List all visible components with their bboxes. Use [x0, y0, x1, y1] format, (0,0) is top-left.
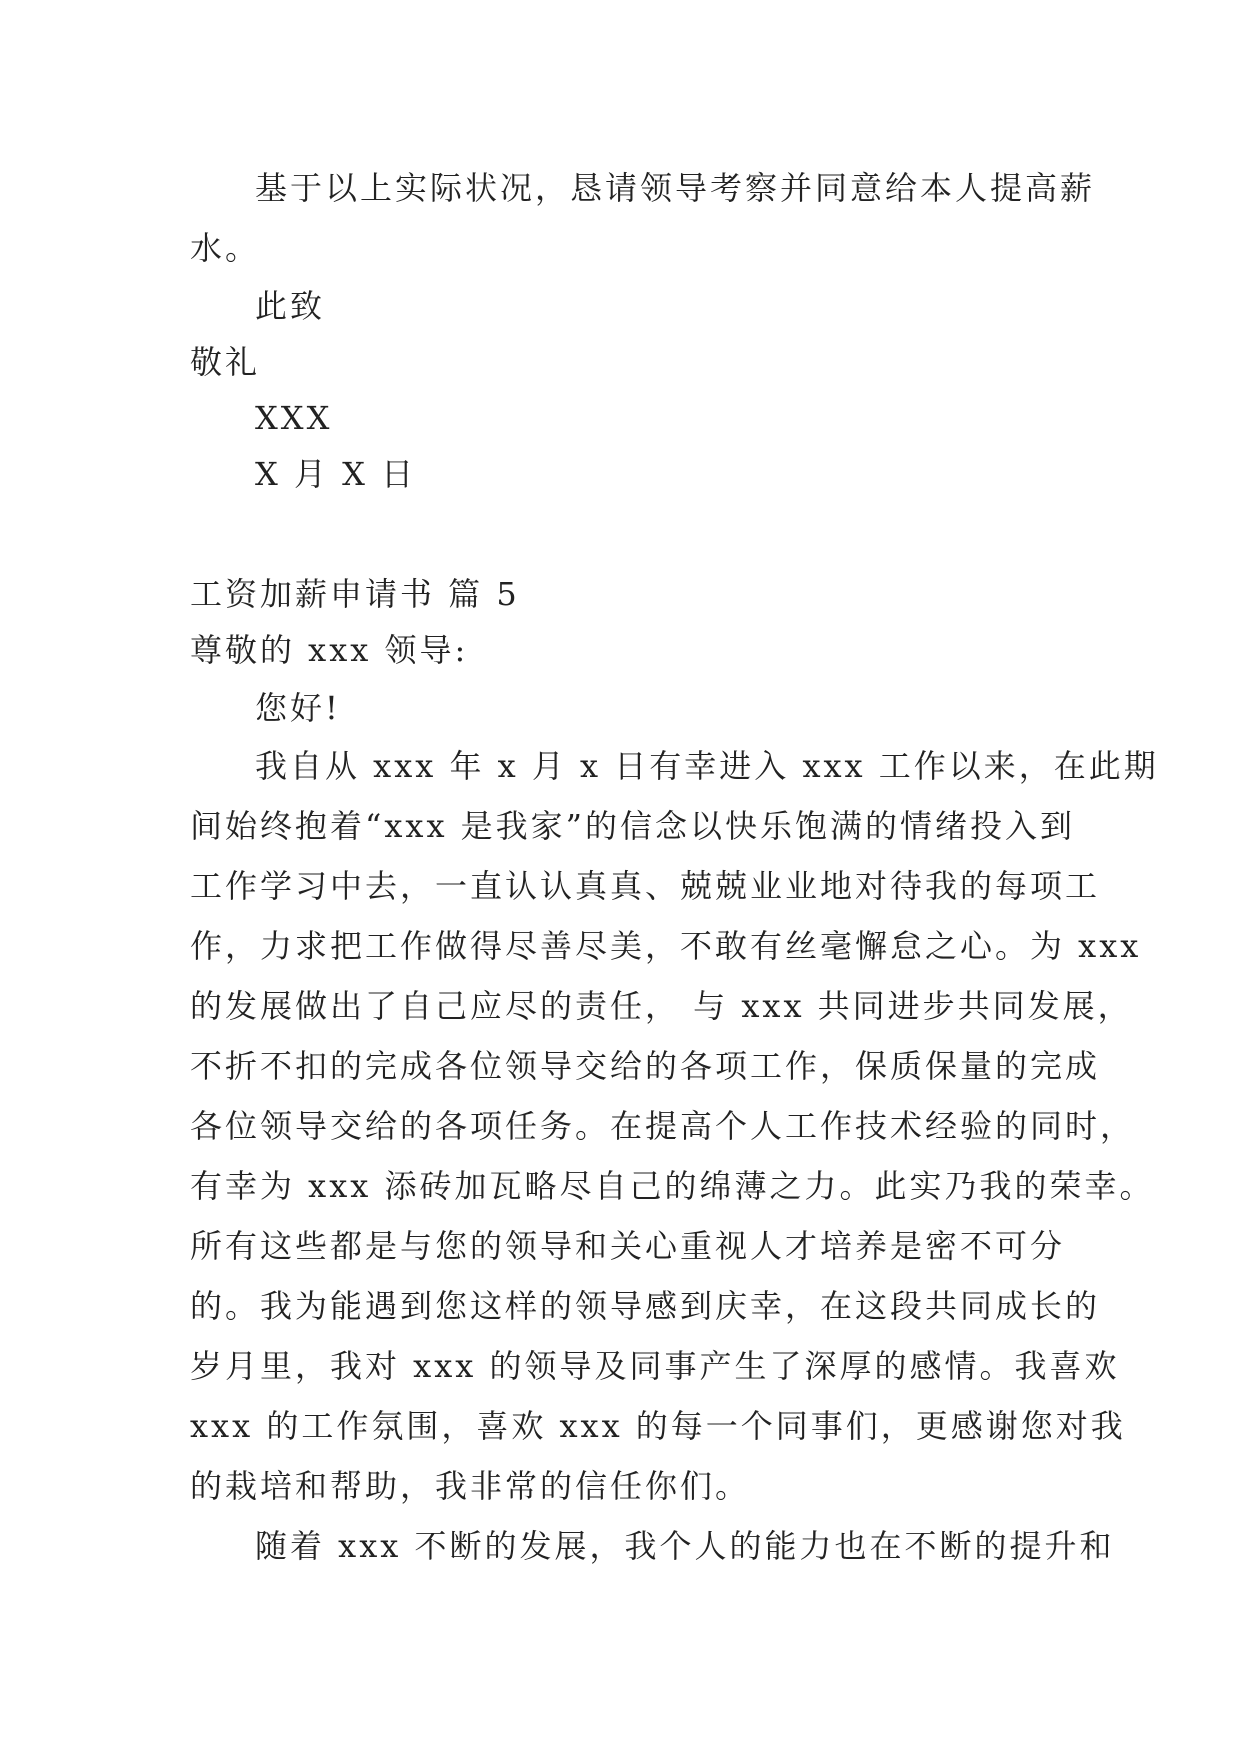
body-line: 我自从 xxx 年 x 月 x 日有幸进入 xxx 工作以来，在此期: [255, 747, 1159, 785]
section-title: 工资加薪申请书 篇 5: [190, 575, 520, 613]
greeting: 尊敬的 xxx 领导:: [190, 631, 469, 669]
body-line: 工作学习中去，一直认认真真、兢兢业业地对待我的每项工: [190, 867, 1101, 905]
body-line: 不折不扣的完成各位领导交给的各项工作，保质保量的完成: [190, 1047, 1101, 1085]
closing-paragraph-line-1: 基于以上实际状况，恳请领导考察并同意给本人提高薪: [255, 169, 1096, 207]
regards: 敬礼: [190, 343, 261, 381]
body-line: xxx 的工作氛围，喜欢 xxx 的每一个同事们，更感谢您对我: [190, 1407, 1126, 1445]
body-line: 的栽培和帮助，我非常的信任你们。: [190, 1467, 751, 1505]
body-line: 的发展做出了自己应尽的责任， 与 xxx 共同进步共同发展，: [190, 987, 1133, 1025]
body-line: 间始终抱着“xxx 是我家”的信念以快乐饱满的情绪投入到: [190, 807, 1076, 845]
salutation: 此致: [255, 287, 326, 325]
closing-paragraph-line-2: 水。: [190, 229, 261, 267]
hello: 您好!: [255, 689, 341, 727]
body-line: 作，力求把工作做得尽善尽美，不敢有丝毫懈怠之心。为 xxx: [190, 927, 1142, 965]
body-line: 所有这些都是与您的领导和关心重视人才培养是密不可分: [190, 1227, 1066, 1265]
signature: XXX: [255, 399, 333, 437]
date: X 月 X 日: [255, 455, 417, 493]
body-line: 岁月里，我对 xxx 的领导及同事产生了深厚的感情。我喜欢: [190, 1347, 1120, 1385]
body-line: 随着 xxx 不断的发展，我个人的能力也在不断的提升和: [255, 1527, 1115, 1565]
body-line: 有幸为 xxx 添砖加瓦略尽自己的绵薄之力。此实乃我的荣幸。: [190, 1167, 1155, 1205]
body-line: 的。我为能遇到您这样的领导感到庆幸，在这段共同成长的: [190, 1287, 1101, 1325]
body-line: 各位领导交给的各项任务。在提高个人工作技术经验的同时，: [190, 1107, 1136, 1145]
